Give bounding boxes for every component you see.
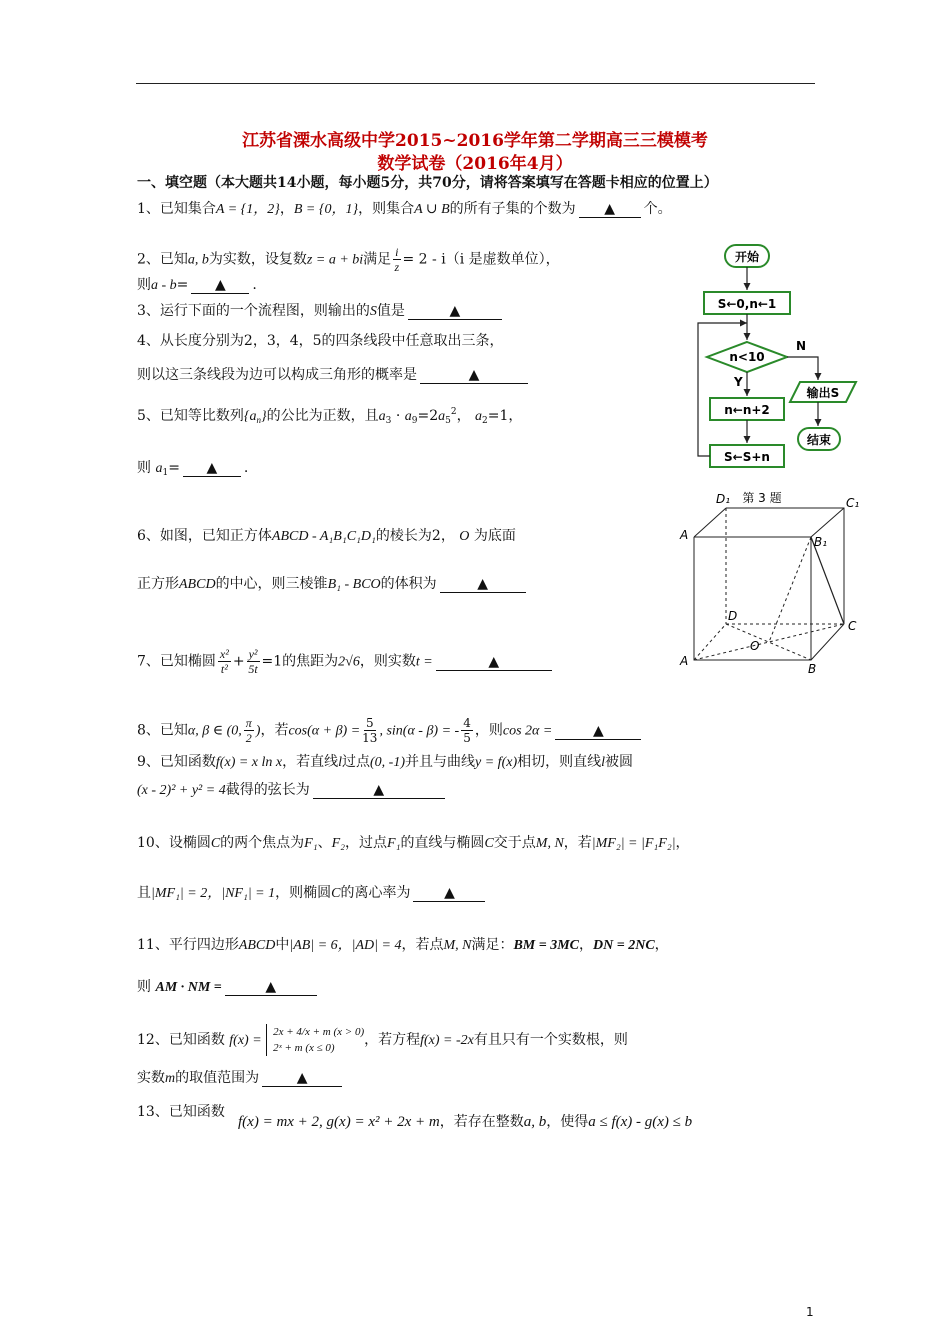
flow-no-label: N <box>796 339 807 353</box>
question-11: 11、平行四边形ABCD中|AB| = 6，|AD| = 4，若点M, N满足：BM = 3MC，DN = 2NC， <box>137 937 669 953</box>
title-line-1: 江苏省溧水高级中学2015~2016学年第二学期高三三模模考 <box>242 131 708 151</box>
cube-label-d1: D₁ <box>716 493 731 506</box>
page-number: 1 <box>806 1305 814 1319</box>
section-heading: 一、填空题（本大题共14小题，每小题5分，共70分，请将答案填写在答题卡相应的位置上） <box>137 175 718 191</box>
flow-yes-label: Y <box>734 375 743 389</box>
cube-label-b1: B₁ <box>814 535 828 549</box>
question-2: 2、已知a, b为实数，设复数z = a + bi满足 $\frac{i}{z}$ = 2 - i（i 是虚数单位）， <box>137 245 560 274</box>
question-5: 5、已知等比数列$\{a_n\}$的公比为正数，且$a_3 \cdot a_9=2a_5^2$， $a_2=1$， <box>137 407 523 426</box>
question-5-cont: 则 $a_1=$ ▲ . <box>137 460 249 478</box>
question-7: 7、已知椭圆 $\frac{\text{x²}}{\text{t²}}$ + $\frac{\text{y²}}{5t}$ =1的焦距为2√6，则实数t = ▲ <box>137 647 555 676</box>
cube-label-a1: A <box>680 528 689 542</box>
flowchart-figure <box>690 238 870 508</box>
cube-label-a: A <box>680 654 689 668</box>
cube-label-o: O <box>750 639 760 653</box>
question-9-cont: (x - 2)² + y² = 4截得的弦长为 ▲ <box>137 781 448 800</box>
question-1: 1、已知集合A = {1，2}，B = {0，1}，则集合A ∪ B的所有子集的个数为 ▲ 个。 <box>137 201 672 217</box>
flow-start-label: 开始 <box>734 250 760 264</box>
question-2-cont: 则a - b= ▲ . <box>137 277 257 293</box>
top-rule <box>136 83 815 84</box>
cube-label-b: B <box>808 662 817 676</box>
question-12-cont: 实数m的取值范围为 ▲ <box>137 1069 345 1088</box>
question-6-cont: 正方形ABCD的中心，则三棱锥B₁ - BCO的体积为 ▲ <box>137 575 529 594</box>
title-line-2: 数学试卷（2016年4月） <box>377 154 573 174</box>
question-12: 12、已知函数 f(x) = 2x + 4/x + m (x > 0) 2ˣ + m (x ≤ 0) ，若方程f(x) = -2x有且只有一个实数根，则 <box>137 1026 628 1054</box>
flow-condition-label: n<10 <box>729 350 765 364</box>
question-9: 9、已知函数f(x) = x ln x，若直线l过点(0, -1)并且与曲线y = f(x)相切，则直线l被圆 <box>137 754 633 770</box>
flow-step-s-label: S←S+n <box>724 450 770 464</box>
cube-label-d: D <box>728 609 738 623</box>
flow-caption: 第 3 题 <box>742 491 782 505</box>
question-4-cont: 则以这三条线段为边可以构成三角形的概率是 ▲ <box>137 366 531 384</box>
cube-figure <box>676 493 866 678</box>
question-6: 6、如图，已知正方体ABCD - A₁B₁C₁D₁的棱长为2， O 为底面 <box>137 528 516 544</box>
cube-label-c1: C₁ <box>846 496 860 510</box>
question-4: 4、从长度分别为2，3，4，5的四条线段中任意取出三条， <box>137 333 504 349</box>
question-13-formula: f(x) = mx + 2, g(x) = x² + 2x + m，若存在整数a, b，使得a ≤ f(x) - g(x) ≤ b <box>238 1114 693 1130</box>
question-3: 3、运行下面的一个流程图，则输出的S值是 ▲ <box>137 302 505 321</box>
question-8: 8、已知α, β ∈ (0, $\frac{\pi}{2}$ )，若cos(α + β) = $\frac{5}{13}$ , sin(α - β) = - $\frac{4}{5}$ ，则cos 2α = ▲ <box>137 716 644 745</box>
question-11-cont: 则 AM · NM = ▲ <box>137 978 320 997</box>
flow-step-n-label: n←n+2 <box>724 403 770 417</box>
question-10: 10、设椭圆C的两个焦点为F₁、F₂，过点F₁的直线与椭圆C交于点M, N，若|MF₂| = |F₁F₂|， <box>137 835 690 851</box>
flow-end-label: 结束 <box>806 433 832 447</box>
question-13: 13、已知函数 <box>137 1104 225 1120</box>
cube-label-c: C <box>848 619 857 633</box>
question-10-cont: 且|MF₁| = 2，|NF₁| = 1，则椭圆C的离心率为 ▲ <box>137 884 488 903</box>
flow-output-label: 输出S <box>806 386 840 400</box>
flow-init-label: S←0,n←1 <box>717 297 777 311</box>
